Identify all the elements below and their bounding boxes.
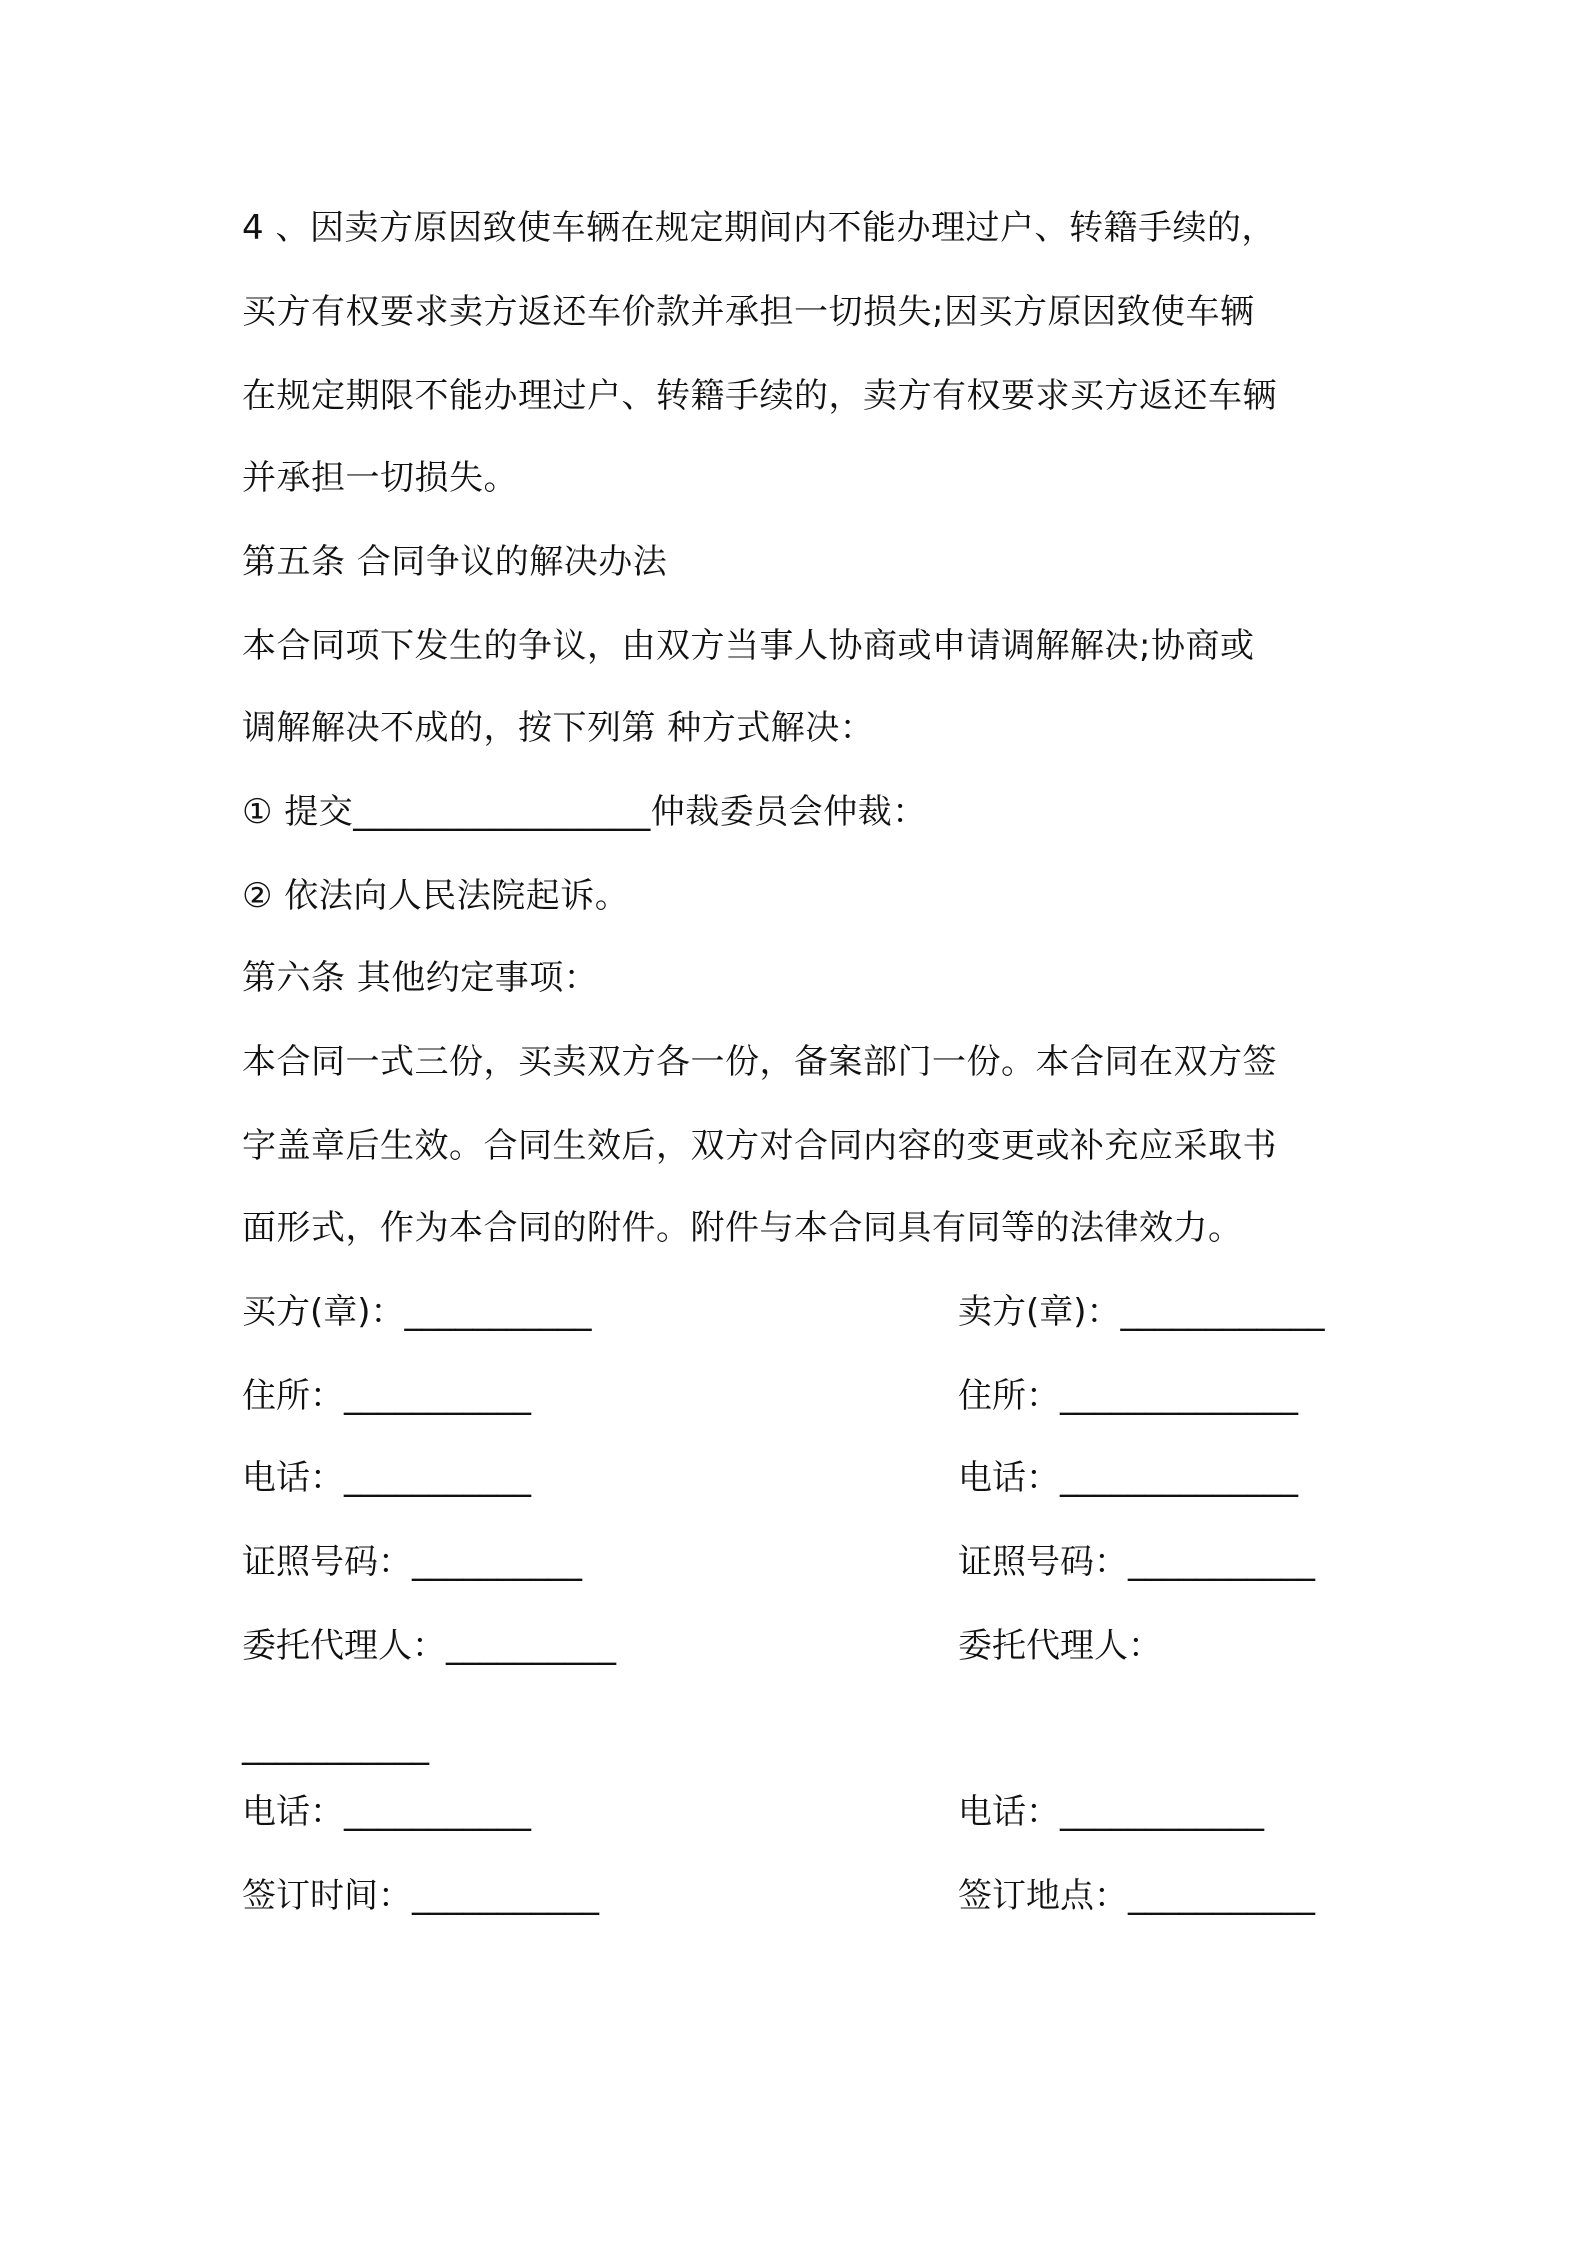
sign-time-field: 签订时间：___________ [242, 1876, 599, 1916]
seller-phone-field: 电话：______________ [958, 1458, 1298, 1498]
article5-title: 第五条 合同争议的解决办法 [242, 542, 668, 582]
option-2: ② 依法向人民法院起诉。 [242, 876, 630, 916]
seller-party-field: 卖方(章)：____________ [958, 1292, 1325, 1332]
article6-title: 第六条 其他约定事项： [242, 958, 599, 998]
buyer-agent-phone-field: 电话：___________ [242, 1792, 531, 1832]
article6-body-line-3: 面形式，作为本合同的附件。附件与本合同具有同等的法律效力。 [242, 1208, 1243, 1248]
buyer-phone-field: 电话：___________ [242, 1458, 531, 1498]
buyer-party-field: 买方(章)：___________ [242, 1292, 592, 1332]
para4-line-1: 4 、因卖方原因致使车辆在规定期间内不能办理过户、转籍手续的， [242, 208, 1276, 248]
option-1: ① 提交_________________仲裁委员会仲裁： [242, 792, 927, 832]
seller-agent-phone-field: 电话：____________ [958, 1792, 1264, 1832]
para4-line-3: 在规定期限不能办理过户、转籍手续的，卖方有权要求买方返还车辆 [242, 376, 1277, 416]
para4-line-2: 买方有权要求卖方返还车价款并承担一切损失;因买方原因致使车辆 [242, 292, 1255, 332]
para4-line-4: 并承担一切损失。 [242, 458, 518, 498]
article5-body-line-2: 调解解决不成的，按下列第 种方式解决： [242, 708, 875, 748]
seller-id-number-field: 证照号码：___________ [958, 1542, 1315, 1582]
buyer-agent-blank-line: ___________ [242, 1726, 429, 1766]
seller-agent-field: 委托代理人： [958, 1626, 1162, 1666]
sign-place-field: 签订地点：___________ [958, 1876, 1315, 1916]
article6-body-line-1: 本合同一式三份，买卖双方各一份，备案部门一份。本合同在双方签 [242, 1042, 1277, 1082]
buyer-id-number-field: 证照号码：__________ [242, 1542, 582, 1582]
buyer-agent-field: 委托代理人：__________ [242, 1626, 616, 1666]
seller-address-field: 住所：______________ [958, 1376, 1298, 1416]
article5-body-line-1: 本合同项下发生的争议，由双方当事人协商或申请调解解决;协商或 [242, 626, 1255, 666]
buyer-address-field: 住所：___________ [242, 1376, 531, 1416]
article6-body-line-2: 字盖章后生效。合同生效后，双方对合同内容的变更或补充应采取书 [242, 1126, 1277, 1166]
